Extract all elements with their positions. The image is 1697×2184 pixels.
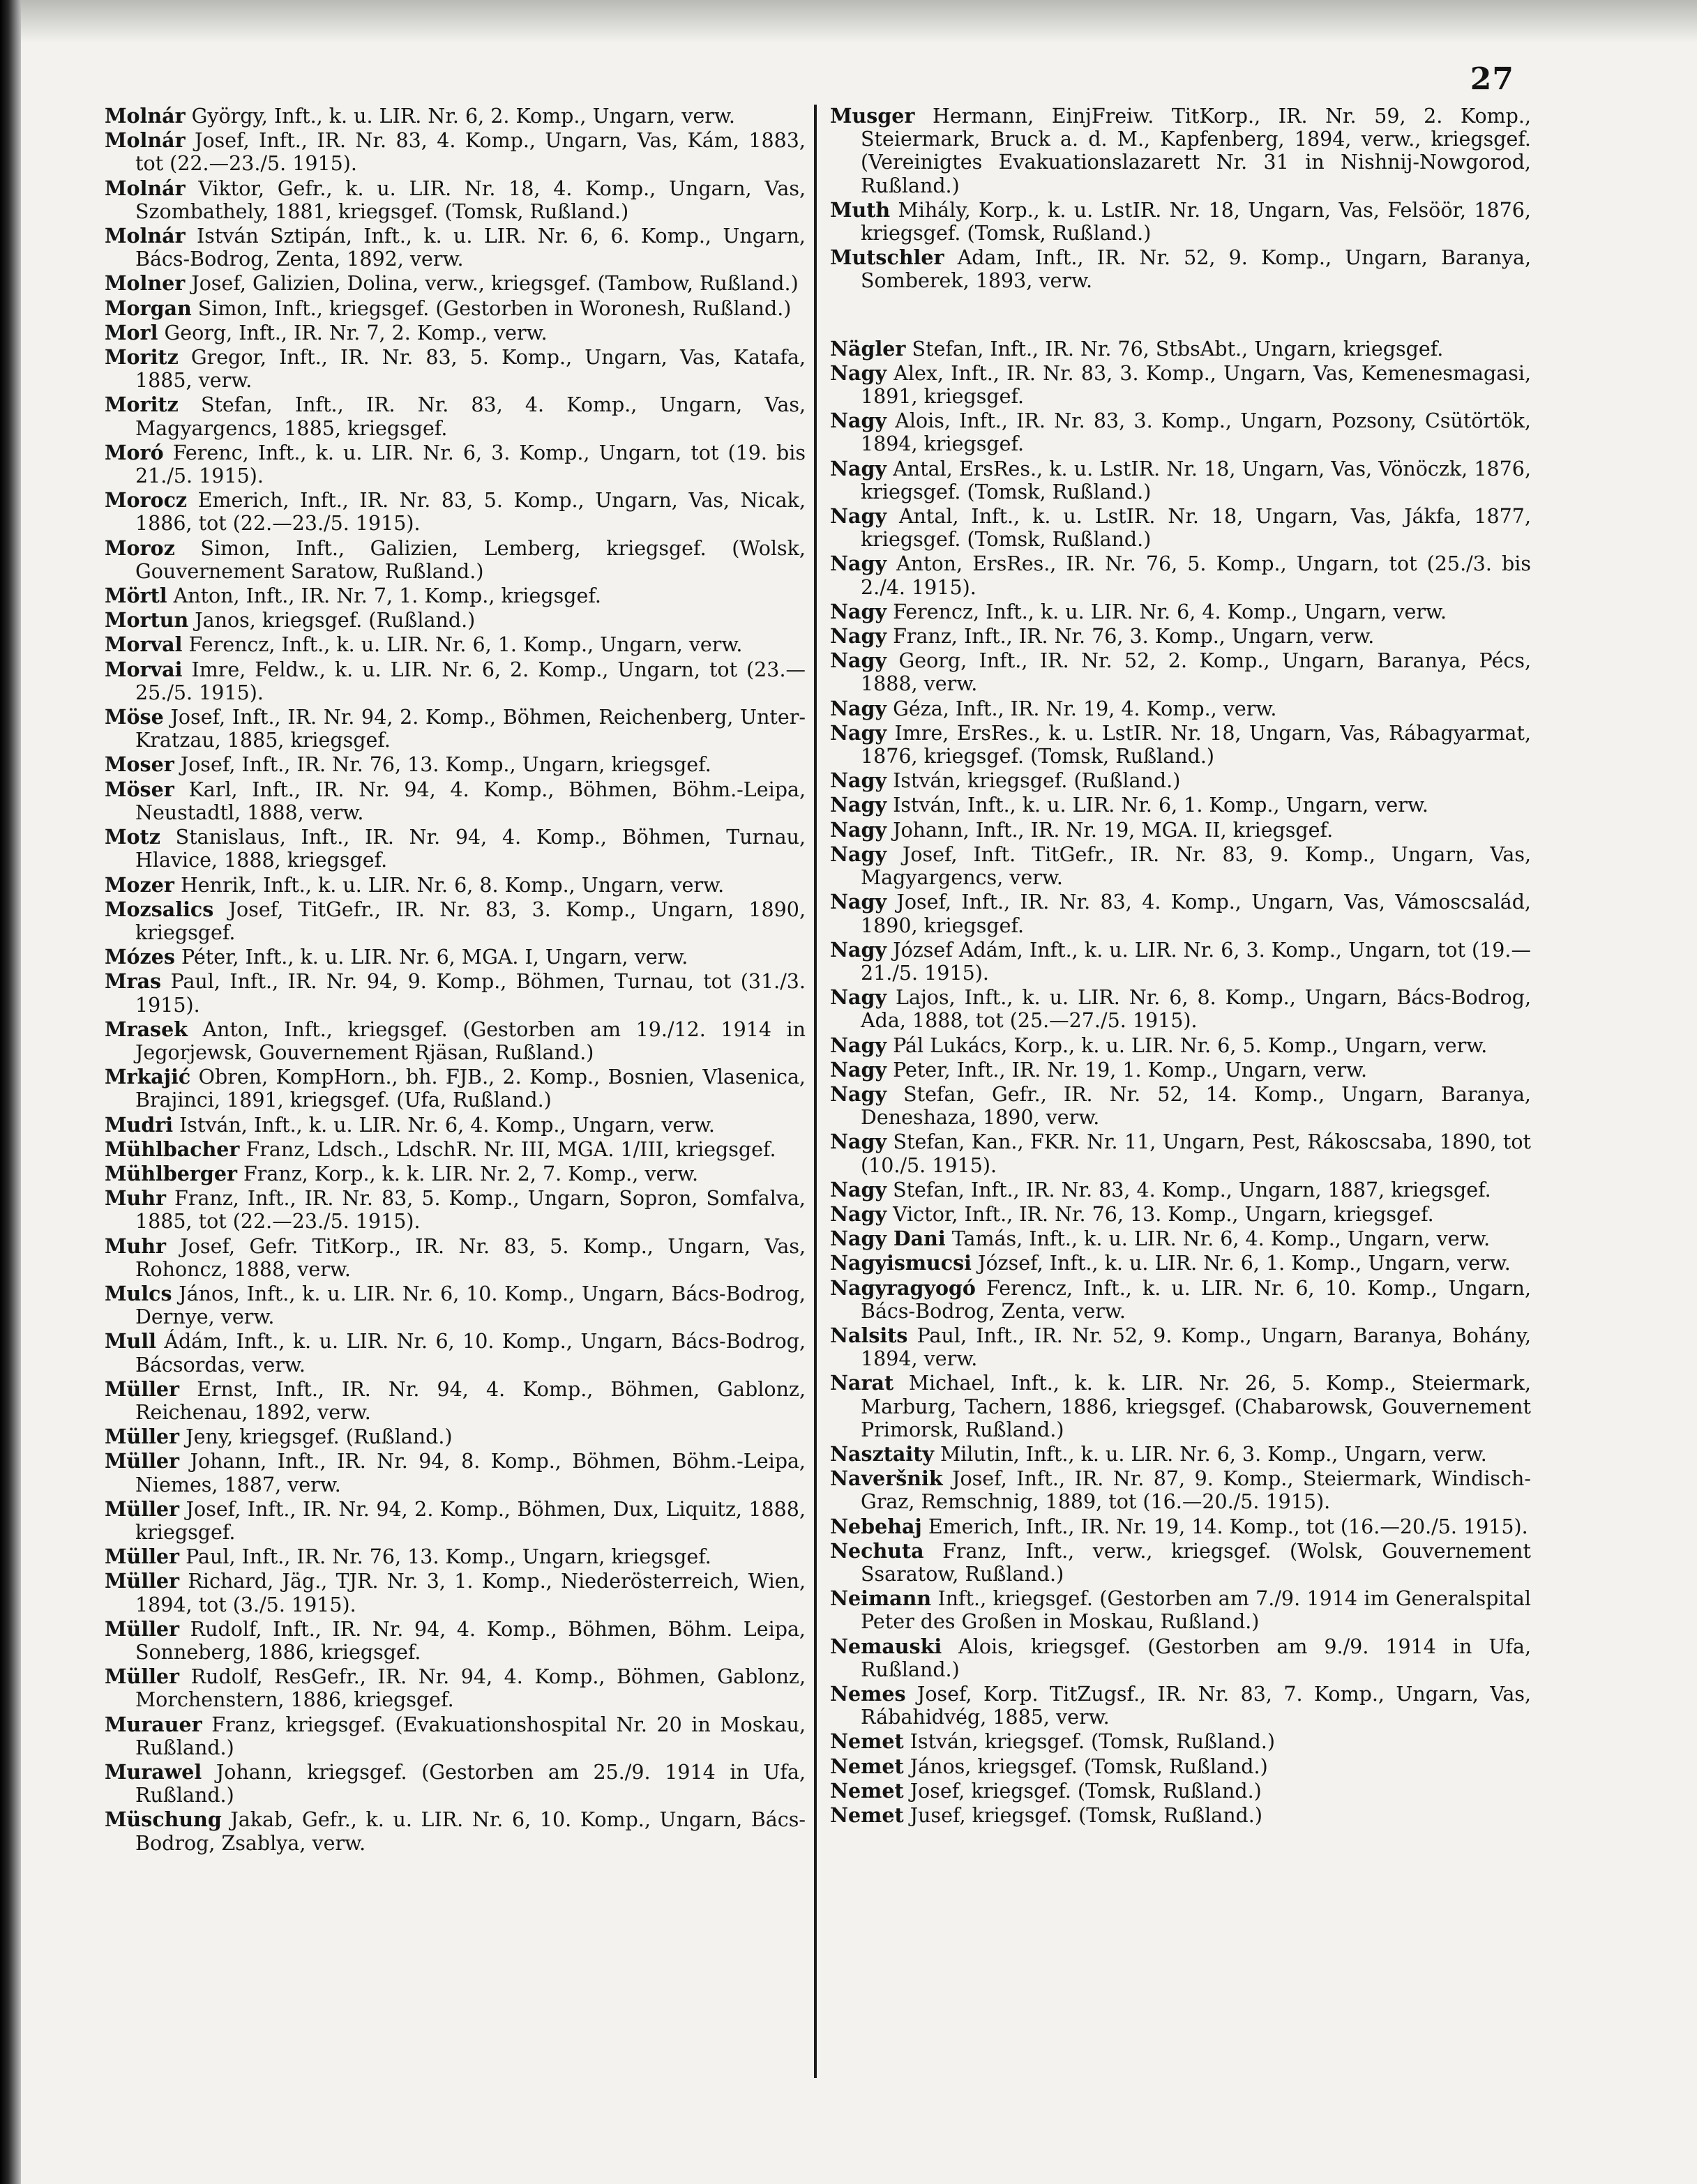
entry-surname: Nagy [830,552,887,576]
list-entry [830,246,1531,292]
entry-surname: Morocz [105,488,188,513]
entry-surname: Naveršnik [830,1466,943,1491]
entry-surname: Moritz [105,393,179,417]
list-entry [105,1066,806,1112]
entry-details: Péter, Inft., k. u. LIR. Nr. 6, MGA. I, Ungarn, verw. [181,946,688,969]
entry-details: Anton, ErsRes., IR. Nr. 76, 5. Komp., Ungarn, tot (25./3. bis 2./4. 1915). [861,552,1532,599]
entry-surname: Nagy [830,361,887,385]
entry-surname: Nagy [830,937,887,962]
list-entry [830,1540,1531,1586]
entry-details: Rudolf, ResGefr., IR. Nr. 94, 4. Komp., Böhmen, Gablonz, Morchenstern, 1886, kriegsgef. [135,1665,806,1712]
list-entry [105,129,806,175]
entry-surname: Musger [830,104,915,128]
entry-surname: Nemet [830,1803,904,1828]
list-entry [105,826,806,872]
entry-details: Emerich, Inft., IR. Nr. 19, 14. Komp., tot (16.—20./5. 1915). [928,1515,1528,1538]
list-entry [830,1059,1531,1082]
list-entry [830,1203,1531,1226]
entry-surname: Nagy [830,696,887,720]
list-entry [105,1450,806,1496]
list-entry [105,1570,806,1616]
list-entry [830,600,1531,623]
list-entry [830,457,1531,503]
list-entry [830,338,1531,361]
entry-details: Stanislaus, Inft., IR. Nr. 94, 4. Komp., Böhmen, Turnau, Hlavice, 1888, kriegsgef. [135,826,806,872]
list-entry [105,1498,806,1544]
entry-surname: Murawel [105,1760,202,1784]
entry-surname: Nagy [830,1201,887,1226]
list-entry [105,658,806,704]
page-number: 27 [1470,61,1514,97]
entry-surname: Nagy [830,842,887,866]
entry-surname: Nagy [830,768,887,793]
entry-details: Ernst, Inft., IR. Nr. 94, 4. Komp., Böhmen, Gablonz, Reichenau, 1892, verw. [135,1377,806,1424]
entry-details: Franz, kriegsgef. (Evakuationshospital Nr. 20 in Moskau, Rußland.) [135,1713,806,1759]
list-entry [105,1162,806,1185]
entry-details: Pál Lukács, Korp., k. u. LIR. Nr. 6, 5. Komp., Ungarn, verw. [893,1033,1488,1057]
entry-details: Josef, Inft., IR. Nr. 94, 2. Komp., Böhmen, Dux, Liquitz, 1888, kriegsgef. [135,1497,806,1544]
entry-details: Rudolf, Inft., IR. Nr. 94, 4. Komp., Böhmen, Böhm. Leipa, Sonneberg, 1886, kriegsgef. [135,1617,806,1664]
entry-details: Peter, Inft., IR. Nr. 19, 1. Komp., Ungarn, verw. [893,1058,1368,1082]
entry-details: Karl, Inft., IR. Nr. 94, 4. Komp., Böhmen, Böhm.-Leipa, Neustadtl, 1888, verw. [135,778,806,824]
entry-surname: Nebehaj [830,1514,922,1538]
entry-details: Milutin, Inft., k. u. LIR. Nr. 6, 3. Komp., Ungarn, verw. [940,1442,1487,1466]
entry-surname: Nemet [830,1729,904,1754]
entry-surname: Nagyismucsi [830,1251,972,1275]
entry-surname: Müller [105,1545,180,1569]
entry-details: Josef, Gefr. TitKorp., IR. Nr. 83, 5. Komp., Ungarn, Vas, Rohoncz, 1888, verw. [135,1234,806,1281]
entry-surname: Nagy [830,1082,887,1106]
entry-details: Anton, Inft., IR. Nr. 7, 1. Komp., kriegsgef. [173,584,601,608]
list-entry [105,970,806,1016]
entry-surname: Nechuta [830,1538,924,1563]
entry-surname: Nagy Dani [830,1227,946,1251]
list-entry [105,1378,806,1424]
entry-details: Stefan, Inft., IR. Nr. 83, 4. Komp., Ungarn, 1887, kriegsgef. [893,1178,1491,1201]
entry-details: Johann, Inft., IR. Nr. 19, MGA. II, kriegsgef. [893,818,1334,842]
entry-details: Josef, kriegsgef. (Tomsk, Rußland.) [910,1779,1262,1803]
entry-details: István, Inft., k. u. LIR. Nr. 6, 4. Komp., Ungarn, verw. [179,1113,715,1137]
list-entry [830,697,1531,720]
entry-surname: Nagy [830,720,887,745]
entry-surname: Mulcs [105,1281,172,1305]
column-divider [814,105,817,2078]
entry-details: Franz, Inft., IR. Nr. 83, 5. Komp., Ungarn, Sopron, Somfalva, 1885, tot (22.—23./5. 1915). [135,1187,806,1234]
entry-surname: Nagy [830,649,887,673]
entry-surname: Neimann [830,1586,932,1611]
entry-surname: Muhr [105,1234,167,1258]
list-entry [105,1138,806,1161]
entry-surname: Müller [105,1569,180,1593]
list-entry [105,1330,806,1376]
list-entry [105,898,806,944]
entry-surname: Müller [105,1425,180,1449]
entry-details: György, Inft., k. u. LIR. Nr. 6, 2. Komp., Ungarn, verw. [191,105,735,128]
entry-details: Josef, Korp. TitZugsf., IR. Nr. 83, 7. Komp., Ungarn, Vas, Rábahidvég, 1885, verw. [861,1683,1532,1729]
entry-surname: Nagy [830,817,887,842]
entry-surname: Nemauski [830,1634,942,1658]
entry-details: Ferencz, Inft., k. u. LIR. Nr. 6, 10. Komp., Ungarn, Bács-Bodrog, Zenta, verw. [861,1276,1531,1323]
list-entry [105,778,806,824]
entry-surname: Moritz [105,345,179,370]
list-entry [105,1808,806,1854]
entry-details: Adam, Inft., IR. Nr. 52, 9. Komp., Ungarn, Baranya, Somberek, 1893, verw. [861,246,1532,293]
entry-surname: Nagy [830,1033,887,1057]
list-entry [830,1227,1531,1250]
list-entry [105,946,806,969]
entry-surname: Moser [105,752,174,777]
list-entry [830,1372,1531,1441]
entry-surname: Molnár [105,128,186,153]
page-binding-edge [0,0,21,2184]
entry-surname: Mutschler [830,245,944,270]
entry-details: Victor, Inft., IR. Nr. 76, 13. Komp., Ungarn, kriegsgef. [893,1202,1434,1226]
list-entry [830,1277,1531,1323]
entry-surname: Nagy [830,1177,887,1201]
list-entry [830,1467,1531,1513]
entry-surname: Mull [105,1329,156,1353]
entry-details: Franz, Ldsch., LdschR. Nr. III, MGA. 1/III, kriegsgef. [246,1137,776,1161]
entry-details: Jeny, kriegsgef. (Rußland.) [186,1425,453,1449]
entry-details: Henrik, Inft., k. u. LIR. Nr. 6, 8. Komp., Ungarn, verw. [180,873,725,897]
list-entry [105,1018,806,1064]
entry-details: János, Inft., k. u. LIR. Nr. 6, 10. Komp., Ungarn, Bács-Bodrog, Dernye, verw. [135,1282,806,1329]
entry-details: Stefan, Inft., IR. Nr. 76, StbsAbt., Ungarn, kriegsgef. [912,337,1444,361]
entry-details: Alex, Inft., IR. Nr. 83, 3. Komp., Ungarn, Vas, Kemenesmagasi, 1891, kriegsgef. [861,361,1532,409]
entry-surname: Müschung [105,1807,222,1832]
left-column [105,105,806,1856]
list-entry [105,441,806,487]
entry-details: Josef, Inft., IR. Nr. 94, 2. Komp., Böhmen, Reichenberg, Unter-Kratzau, 1885, kriegsgef. [135,706,806,752]
list-entry [830,1443,1531,1466]
list-entry [105,1713,806,1759]
list-entry [830,199,1531,245]
entry-surname: Nagy [830,1057,887,1082]
entry-surname: Mörtl [105,584,167,608]
entry-surname: Molnár [105,104,186,128]
list-entry [830,1635,1531,1681]
list-entry [105,225,806,271]
entry-surname: Mrkajić [105,1065,191,1089]
entry-details: Georg, Inft., IR. Nr. 52, 2. Komp., Ungarn, Baranya, Pécs, 1888, verw. [861,649,1532,696]
entry-details: Ferenc, Inft., k. u. LIR. Nr. 6, 3. Komp., Ungarn, tot (19. bis 21./5. 1915). [135,441,806,488]
right-column [830,105,1531,1828]
entry-surname: Nemet [830,1754,904,1778]
entry-surname: Moroz [105,536,175,560]
entry-details: Emerich, Inft., IR. Nr. 83, 5. Komp., Ungarn, Vas, Nicak, 1886, tot (22.—23./5. 1915). [135,489,806,536]
entry-surname: Morval [105,632,183,657]
entry-details: Georg, Inft., IR. Nr. 7, 2. Komp., verw. [164,321,548,344]
entry-surname: Nagy [830,1130,887,1154]
entry-surname: Nagy [830,409,887,433]
entry-surname: Nagy [830,599,887,623]
list-entry [830,939,1531,985]
entry-details: Paul, Inft., IR. Nr. 94, 9. Komp., Böhmen, Turnau, tot (31./3. 1915). [135,970,806,1017]
entry-details: Antal, ErsRes., k. u. LstIR. Nr. 18, Ungarn, Vas, Vönöczk, 1876, kriegsgef. (Tomsk, Rußland.) [861,457,1532,503]
entry-details: Jakab, Gefr., k. u. LIR. Nr. 6, 10. Komp., Ungarn, Bács-Bodrog, Zsablya, verw. [135,1808,806,1855]
entry-details: Tamás, Inft., k. u. LIR. Nr. 6, 4. Komp., Ungarn, verw. [951,1227,1491,1251]
entry-surname: Morl [105,320,158,344]
list-entry [830,769,1531,792]
list-entry [105,1545,806,1568]
entry-details: Michael, Inft., k. k. LIR. Nr. 26, 5. Komp., Steiermark, Marburg, Tachern, 1886, kriegsgef. (Chabarowsk, Gouvernement Primorsk, Rußland.) [861,1372,1531,1441]
list-entry [105,633,806,656]
entry-surname: Molnár [105,224,186,248]
entry-details: Jusef, kriegsgef. (Tomsk, Rußland.) [910,1804,1262,1828]
list-entry [830,625,1531,648]
entry-details: Stefan, Gefr., IR. Nr. 52, 14. Komp., Ungarn, Baranya, Deneshaza, 1890, verw. [861,1082,1531,1130]
entry-details: Stefan, Inft., IR. Nr. 83, 4. Komp., Ungarn, Vas, Magyargencs, 1885, kriegsgef. [135,393,806,440]
entry-surname: Mras [105,969,162,994]
entry-details: Hermann, EinjFreiw. TitKorp., IR. Nr. 59, 2. Komp., Steiermark, Bruck a. d. M., Kapfenberg, 1894, verw., kriegsgef. (Vereinigtes Evakuationslazarett Nr. 31 in Nishnij-Nowgorod, Rußland.) [861,105,1531,197]
entry-surname: Mortun [105,608,189,632]
list-entry [830,890,1531,936]
entry-details: István, kriegsgef. (Tomsk, Rußland.) [910,1730,1275,1754]
entry-details: Lajos, Inft., k. u. LIR. Nr. 6, 8. Komp., Ungarn, Bács-Bodrog, Ada, 1888, tot (25.—27./5. 1915). [861,986,1532,1033]
list-entry [830,1515,1531,1538]
list-entry [830,843,1531,889]
entry-surname: Nagy [830,985,887,1010]
entry-details: Ádám, Inft., k. u. LIR. Nr. 6, 10. Komp., Ungarn, Bács-Bodrog, Bácsordas, verw. [135,1330,806,1377]
list-entry [830,105,1531,197]
entry-details: Simon, Inft., Galizien, Lemberg, kriegsgef. (Wolsk, Gouvernement Saratow, Rußland.) [135,536,806,583]
entry-surname: Mudri [105,1112,174,1137]
entry-surname: Müller [105,1664,180,1689]
entry-details: Johann, Inft., IR. Nr. 94, 8. Komp., Böhmen, Böhm.-Leipa, Niemes, 1887, verw. [135,1450,806,1496]
list-entry [830,1730,1531,1753]
entry-surname: Narat [830,1371,894,1395]
list-entry [105,1114,806,1137]
entry-surname: Mühlberger [105,1161,237,1185]
entry-details: Paul, Inft., IR. Nr. 52, 9. Komp., Ungarn, Baranya, Bohány, 1894, verw. [861,1324,1532,1371]
list-entry [830,722,1531,768]
list-entry [105,753,806,776]
list-entry [105,1235,806,1281]
entry-surname: Murauer [105,1712,202,1736]
list-entry [105,537,806,583]
list-entry [105,1665,806,1711]
entry-details: Josef, Inft., IR. Nr. 87, 9. Komp., Steiermark, Windisch-Graz, Remschnig, 1889, tot (16.—20./5. 1915). [861,1467,1532,1514]
entry-surname: Mozer [105,872,174,897]
entry-details: Simon, Inft., kriegsgef. (Gestorben in Woronesh, Rußland.) [197,296,792,320]
entry-surname: Möser [105,777,174,801]
list-entry [105,1761,806,1807]
list-entry [830,649,1531,695]
entry-details: Franz, Korp., k. k. LIR. Nr. 2, 7. Komp., verw. [243,1162,699,1185]
entry-surname: Nagy [830,890,887,914]
entry-surname: Morvai [105,657,183,681]
list-entry [830,794,1531,817]
list-entry [830,1755,1531,1778]
entry-details: Josef, Inft., IR. Nr. 76, 13. Komp., Ungarn, kriegsgef. [180,753,711,777]
entry-details: István Sztipán, Inft., k. u. LIR. Nr. 6, 6. Komp., Ungarn, Bács-Bodrog, Zenta, 1892, verw. [135,225,806,271]
entry-details: Géza, Inft., IR. Nr. 19, 4. Komp., verw. [893,697,1277,720]
list-entry [105,1282,806,1328]
entry-details: Paul, Inft., IR. Nr. 76, 13. Komp., Ungarn, kriegsgef. [186,1545,711,1569]
list-entry [105,1618,806,1664]
entry-surname: Nagy [830,793,887,817]
entry-details: István, kriegsgef. (Rußland.) [893,769,1181,793]
list-entry [105,177,806,223]
entry-details: Viktor, Gefr., k. u. LIR. Nr. 18, 4. Komp., Ungarn, Vas, Szombathely, 1881, kriegsgef. (Tomsk, Rußland.) [135,176,806,223]
entry-details: Josef, Inft., IR. Nr. 83, 4. Komp., Ungarn, Vas, Kám, 1883, tot (22.—23./5. 1915). [135,129,806,176]
list-entry [105,393,806,439]
entry-details: Franz, Inft., verw., kriegsgef. (Wolsk, Gouvernement Ssaratow, Rußland.) [861,1539,1531,1586]
entry-details: János, kriegsgef. (Tomsk, Rußland.) [910,1754,1268,1778]
entry-surname: Mozsalics [105,897,214,921]
list-entry [105,584,806,607]
entry-surname: Müller [105,1377,180,1401]
entry-surname: Nagy [830,504,887,529]
list-entry [830,1804,1531,1827]
entry-surname: Muth [830,197,891,222]
list-entry [830,409,1531,455]
entry-details: Imre, ErsRes., k. u. LstIR. Nr. 18, Ungarn, Vas, Rábagyarmat, 1876, kriegsgef. (Tomsk, Rußland.) [861,721,1532,768]
entry-surname: Morgan [105,296,192,320]
entry-details: Franz, Inft., IR. Nr. 76, 3. Komp., Ungarn, verw. [893,625,1375,649]
entry-details: Ferencz, Inft., k. u. LIR. Nr. 6, 1. Komp., Ungarn, verw. [188,633,743,657]
entry-surname: Mühlbacher [105,1137,240,1161]
list-entry [830,1083,1531,1129]
list-entry [830,362,1531,408]
entry-surname: Möse [105,705,164,729]
entry-surname: Motz [105,825,160,849]
entry-surname: Nemes [830,1682,906,1706]
entry-surname: Molnár [105,176,186,200]
entry-surname: Nagy [830,456,887,480]
entry-details: Johann, kriegsgef. (Gestorben am 25./9. 1914 in Ufa, Rußland.) [135,1761,806,1807]
list-entry [830,1252,1531,1275]
list-entry [830,1780,1531,1803]
entry-details: Josef, Inft. TitGefr., IR. Nr. 83, 9. Komp., Ungarn, Vas, Magyargencs, verw. [861,842,1532,890]
entry-surname: Mózes [105,945,175,969]
entry-surname: Nemet [830,1778,904,1803]
list-entry [105,489,806,535]
page-top-shadow [21,0,1697,43]
list-entry [105,1187,806,1233]
entry-details: Antal, Inft., k. u. LstIR. Nr. 18, Ungarn, Vas, Jákfa, 1877, kriegsgef. (Tomsk, Rußland.) [861,505,1532,552]
list-entry [105,272,806,295]
entry-surname: Nägler [830,336,906,361]
entry-details: Alois, Inft., IR. Nr. 83, 3. Komp., Ungarn, Pozsony, Csütörtök, 1894, kriegsgef. [861,409,1531,456]
entry-surname: Müller [105,1616,180,1641]
entry-details: Richard, Jäg., TJR. Nr. 3, 1. Komp., Niederösterreich, Wien, 1894, tot (3./5. 1915). [135,1570,806,1616]
entry-details: Inft., kriegsgef. (Gestorben am 7./9. 1914 im Generalspital Peter des Großen in Moskau, Rußland.) [861,1587,1531,1634]
entry-details: Alois, kriegsgef. (Gestorben am 9./9. 1914 in Ufa, Rußland.) [861,1635,1532,1681]
list-entry [830,819,1531,842]
list-entry [105,609,806,632]
entry-surname: Nasztaity [830,1441,934,1466]
list-entry [105,706,806,752]
entry-surname: Moró [105,440,164,464]
list-entry [105,297,806,320]
entry-details: József Adám, Inft., k. u. LIR. Nr. 6, 3. Komp., Ungarn, tot (19.—21./5. 1915). [861,938,1531,985]
entry-details: Mihály, Korp., k. u. LstIR. Nr. 18, Ungarn, Vas, Felsöör, 1876, kriegsgef. (Tomsk, Rußland.) [861,198,1531,245]
list-entry [105,1425,806,1448]
entry-details: Anton, Inft., kriegsgef. (Gestorben am 19./12. 1914 in Jegorjewsk, Gouvernement Rjäsan, Rußland.) [135,1017,806,1064]
entry-details: Josef, TitGefr., IR. Nr. 83, 3. Komp., Ungarn, 1890, kriegsgef. [135,897,806,944]
entry-details: Imre, Feldw., k. u. LIR. Nr. 6, 2. Komp., Ungarn, tot (23.—25./5. 1915). [135,658,806,704]
entry-surname: Müller [105,1449,180,1473]
entry-details: Ferencz, Inft., k. u. LIR. Nr. 6, 4. Komp., Ungarn, verw. [893,600,1447,623]
list-entry [105,105,806,128]
entry-details: István, Inft., k. u. LIR. Nr. 6, 1. Komp., Ungarn, verw. [893,794,1428,817]
entry-surname: Nagyragyogó [830,1275,976,1300]
entry-details: Josef, Inft., IR. Nr. 83, 4. Komp., Ungarn, Vas, Vámoscsalád, 1890, kriegsgef. [861,890,1531,937]
list-entry [105,874,806,897]
list-entry [830,1683,1531,1729]
list-entry [830,1130,1531,1176]
entry-details: József, Inft., k. u. LIR. Nr. 6, 1. Komp., Ungarn, verw. [978,1252,1511,1275]
entry-surname: Molner [105,271,186,296]
entry-surname: Muhr [105,1186,167,1211]
entry-surname: Nagy [830,624,887,649]
list-entry [830,986,1531,1032]
entry-details: Obren, KompHorn., bh. FJB., 2. Komp., Bosnien, Vlasenica, Brajinci, 1891, kriegsgef. (Ufa, Rußland.) [135,1066,806,1112]
list-entry [830,505,1531,551]
list-entry [830,1034,1531,1057]
entry-surname: Nalsits [830,1323,908,1347]
list-entry [105,346,806,392]
list-entry [830,552,1531,598]
entry-surname: Müller [105,1496,180,1521]
list-entry [105,321,806,344]
list-entry [830,1178,1531,1201]
entry-details: Janos, kriegsgef. (Rußland.) [195,609,476,632]
entry-details: Stefan, Kan., FKR. Nr. 11, Ungarn, Pest, Rákoscsaba, 1890, tot (10./5. 1915). [861,1130,1531,1177]
entry-details: Gregor, Inft., IR. Nr. 83, 5. Komp., Ungarn, Vas, Katafa, 1885, verw. [135,346,806,393]
list-entry [830,1324,1531,1370]
list-entry [830,1587,1531,1633]
entry-surname: Mrasek [105,1017,188,1041]
entry-details: Josef, Galizien, Dolina, verw., kriegsgef. (Tambow, Rußland.) [191,272,799,296]
